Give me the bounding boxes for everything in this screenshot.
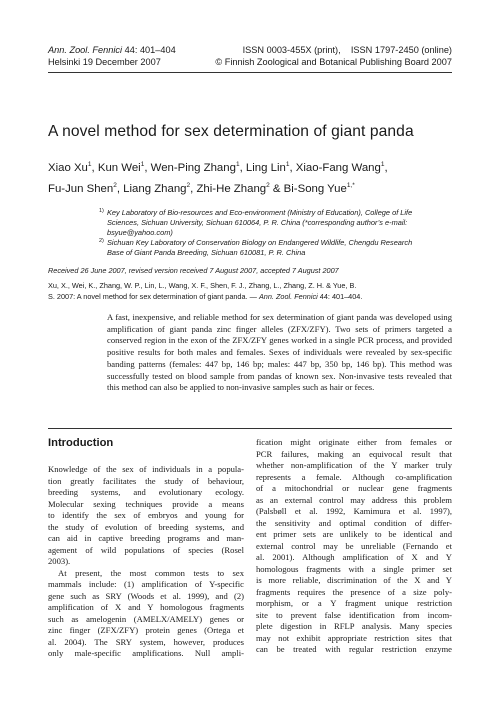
body-text-line: represents a female. Although co-amplification [256,471,452,482]
body-text-line: only male-specific amplifications. Null ampli- [48,648,244,658]
body-text-line: homologous fragments with a single primer set [256,563,452,574]
affiliation-1 [99,208,452,238]
article-title: A novel method for sex determination of giant panda [48,123,414,140]
citation-line: S. 2007: A novel method for sex determination of giant panda. — Ann. Zool. Fennici 44: 401–404. [48,291,363,301]
body-text-line: as an external control may address this problem [256,494,452,505]
journal-name: Ann. Zool. Fennici [48,45,123,55]
affiliation-line: bsyue@yahoo.com) [107,228,173,238]
body-text-line: At present, the most common tests to sex [58,567,244,578]
body-text-line: breeding systems, and evolutionary ecology. [48,487,244,497]
body-text-line: of a mitochondrial or nuclear gene fragments [256,483,452,493]
citation [48,281,458,302]
body-text-line: tion greatly facilitates the study of behaviour, [48,475,244,486]
body-text-line: fragments requires the presence of a size poly- [256,586,452,597]
affiliation-line: Base of Giant Panda Breeding, Sichuan 610081, P. R. China [107,248,306,258]
body-text-line: al. 2001). Although amplification of X and Y [256,552,452,562]
column-left [48,464,244,660]
body-text-line: ent primer sets are unlikely to be identical and [256,529,452,539]
section-heading-introduction: Introduction [48,437,114,449]
body-text-line: morphism, or a Y fragment unique restriction [256,598,452,608]
affiliation-number: 1) [99,208,104,214]
location-date: Helsinki 19 December 2007 [48,57,161,67]
received-dates: Received 26 June 2007, revised version received 7 August 2007, accepted 7 August 2007 [48,266,339,275]
body-text-line: plete digestion in RFLP analysis. Many species [256,621,452,631]
body-text-line: is more reliable, discrimination of the X and Y [256,575,452,585]
column-right [256,437,452,656]
affiliation-2 [99,238,452,258]
body-text-line: amplification of X and Y homologous fragments [48,602,244,612]
citation-line: Xu, X., Wei, K., Zhang, W. P., Lin, L., Wang, X. F., Shen, F. J., Zhang, L., Zhang, Z. H. & Yue, B. [48,281,357,290]
volume-pages: 44: 401–404 [122,45,176,55]
body-text-line: al. 2004). The SRY system, however, produces [48,636,244,647]
issn: ISSN 0003-455X (print), ISSN 1797-2450 (online) [242,45,452,55]
affiliation-line: Sichuan Key Laboratory of Conservation Biology on Endangered Wildlife, Chengdu Research [107,238,413,247]
body-text-line: PCR failures, making an equivocal result that [256,448,452,459]
body-text-line: (Palsbøll et al. 1992, Kamimura et al. 1997), [256,506,452,516]
body-text-line: can be treated with regular restriction enzyme [256,644,452,654]
body-text-line: such as amelogenin (AMELX/AMELY) genes or [48,613,244,624]
body-text-line: 2003). [48,556,71,566]
author-list: Xiao Xu$^1$, Kun Wei$^1$, Wen-Ping Zhang$^1$, Ling Lin$^1$, Xiao-Fang Wang$^1$, Fu-Jun Shen$^2$, Liang Zhang$^2$, Zhi-He Zhang$^2$ & Bi-Song Yue$^{1,*}$ [48,161,388,195]
affiliation-line: Sciences, Sichuan University, Sichuan 610064, P. R. China (*corresponding author’s e-mail: [107,218,408,228]
publisher: © Finnish Zoological and Botanical Publishing Board 2007 [215,57,452,67]
header-rule [48,72,452,73]
body-text-line: to identify the sex of embryos and young for [48,510,244,520]
affiliation-line: Key Laboratory of Bio-resources and Eco-environment (Ministry of Education), College of Life [107,208,413,217]
section-rule [48,428,452,429]
body-text-line: the sensitivity and optimal condition of differ- [256,517,452,528]
body-text-line: Molecular sexing techniques provide a means [48,498,244,509]
body-text-line: whether non-amplification of the Y marker truly [256,460,452,470]
body-text-line: the study of evolution of breeding systems, and [48,521,244,532]
abstract: A fast, inexpensive, and reliable method for sex determination of giant panda was developed using amplification of giant panda zinc finger alleles (ZFX/ZFY). Two sets of primers targeted a conserved region in the exon of the ZFX/ZFY genes worked in a single PCR process, and provided positive results for both males and females. Sexes of individuals were revealed by sex-specific banding patterns (females: 447 bp, 146 bp; males: 447 bp, 350 bp, 146 bp). This method was successfully tested on blood sample from pandas of known sex. Non-invasive tests revealed that this method can also be applied to non-invasive samples such as hair or feces. [107,312,452,393]
body-text-line: site to prevent false identification from incom- [256,609,452,620]
affiliation-number: 2) [99,238,104,244]
body-text-line: zinc finger (ZFX/ZFY) protein genes (Ortega et [48,625,244,635]
body-text-line: fication might originate either from females or [256,437,452,447]
running-header-bottom [48,56,452,68]
body-text-line: Knowledge of the sex of individuals in a popula- [48,464,244,474]
body-text-line: may not exhibit appropriate restriction sites that [256,632,452,643]
body-text-line: gene such as SRY (Woods et al. 1999), and (2) [48,590,244,601]
body-text-line: mammals include: (1) amplification of Y-specific [48,579,244,589]
body-text-line: agement of wild populations of species (Rosel [48,544,244,555]
body-text-line: external control may be unreliable (Fernando et [256,540,452,551]
running-header-top [48,44,452,56]
body-text-line: can aid in captive breeding programs and man- [48,533,244,543]
